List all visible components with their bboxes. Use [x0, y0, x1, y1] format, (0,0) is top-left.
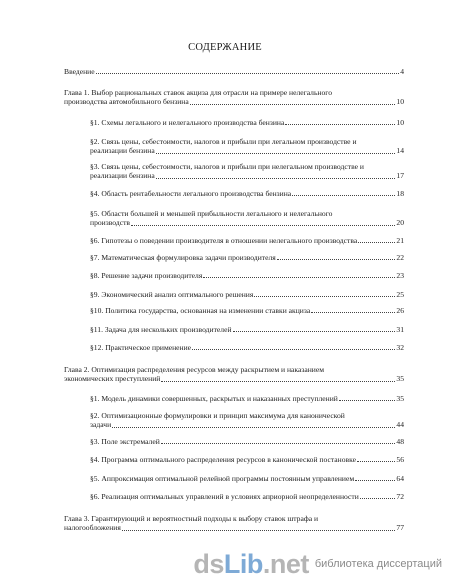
toc-page: 21 — [396, 236, 404, 245]
toc-leader — [112, 427, 395, 428]
dslib-logo-tagline: библиотека диссертаций — [314, 558, 442, 570]
toc-text: Глава 3. Гарантирующий и вероятностный подходы к выбору ставок штрафа и — [64, 514, 319, 523]
toc-leader — [285, 124, 395, 125]
toc-entry-2-5 — [90, 474, 404, 483]
toc-entry-1-8 — [90, 271, 404, 280]
toc-entry-2-6 — [90, 492, 404, 501]
toc-leader — [277, 259, 396, 260]
toc-page: 56 — [396, 455, 404, 464]
toc-entry-2-2 — [90, 411, 404, 430]
toc-entry-1-12 — [90, 343, 404, 352]
toc-page: 31 — [396, 325, 404, 334]
toc-page: 22 — [396, 253, 404, 262]
toc-text: Глава 1. Выбор рациональных ставок акциза для отрасли на примере нелегального — [64, 88, 333, 97]
toc-entry-intro — [64, 67, 404, 76]
toc-page: 20 — [396, 218, 404, 228]
toc-text: §2. Связь цены, себестоимости, налогов и прибыли при легальном производстве и — [90, 137, 357, 146]
toc-page: 17 — [396, 171, 404, 181]
toc-text: §10. Политика государства, основанная на изменении ставки акциза — [90, 306, 311, 315]
toc-text-cont: задачи — [90, 420, 112, 430]
dslib-logo-mark: dsLib.net — [193, 549, 309, 579]
toc-leader — [192, 349, 395, 350]
toc-entry-1-9 — [90, 290, 404, 299]
toc-text: §8. Решение задачи производителя — [90, 271, 203, 280]
toc-page: 25 — [396, 290, 404, 299]
toc-entry-chapter-3 — [64, 514, 404, 533]
toc-leader — [360, 498, 396, 499]
toc-text: Глава 2. Оптимизация распределения ресурсов между раскрытием и наказанием — [64, 365, 325, 374]
toc-text: §4. Программа оптимального распределения ресурсов в канонической постановке — [90, 455, 356, 464]
toc-entry-1-7 — [90, 253, 404, 262]
toc-page: 77 — [396, 523, 404, 533]
toc-leader — [161, 443, 396, 444]
toc-entry-2-4 — [90, 455, 404, 464]
toc-entry-1-2 — [90, 137, 404, 156]
toc-text: §6. Гипотезы о поведении производителя в отношении нелегального производства — [90, 236, 358, 245]
toc-leader — [122, 530, 396, 531]
toc-leader — [292, 195, 395, 196]
toc-leader — [156, 153, 396, 154]
toc-leader — [161, 381, 395, 382]
toc-text-cont: экономических преступлений — [64, 374, 161, 384]
toc-entry-1-4 — [90, 189, 404, 198]
toc-page: 23 — [396, 271, 404, 280]
toc-page: 35 — [396, 374, 404, 384]
toc-page: 26 — [396, 306, 404, 315]
toc-entry-1-6 — [90, 236, 404, 245]
toc-leader — [339, 400, 396, 401]
toc-text: Введение — [64, 67, 95, 76]
toc-text-cont: производства автомобильного бензина — [64, 97, 189, 107]
toc-leader — [131, 225, 395, 226]
toc-text: §4. Область рентабельности легального производства бензина — [90, 189, 292, 198]
toc-page: 14 — [396, 146, 404, 156]
toc-text-cont: производств — [90, 218, 130, 228]
toc-text: §5. Области большей и меньшей прибыльности легального и нелегального — [90, 209, 333, 218]
toc-page: 72 — [396, 492, 404, 501]
toc-leader — [357, 461, 395, 462]
toc-text: §3. Связь цены, себестоимости, налогов и прибыли при нелегальном производстве и — [90, 162, 364, 171]
toc-entry-1-11 — [90, 325, 404, 334]
toc-entry-chapter-1 — [64, 88, 404, 107]
dslib-watermark-logo — [193, 550, 442, 578]
toc-entry-1-10 — [90, 306, 404, 315]
toc-page: 10 — [396, 118, 404, 127]
toc-text: §5. Аппроксимация оптимальной релейной программы постоянным управлением — [90, 474, 355, 483]
toc-text: §1. Модель динамики совершенных, раскрытых и наказанных преступлений — [90, 394, 338, 403]
toc-page: 4 — [400, 67, 404, 76]
toc-entry-chapter-2 — [64, 365, 404, 384]
toc-page: 10 — [396, 97, 404, 107]
toc-text-cont: реализации бензина — [90, 171, 155, 181]
toc-entry-2-1 — [90, 394, 404, 403]
toc-text: §3. Поле экстремалей — [90, 437, 160, 446]
toc-leader — [311, 312, 395, 313]
toc-page: 44 — [396, 420, 404, 430]
toc-text: §9. Экономический анализ оптимального решения — [90, 290, 254, 299]
toc-text-cont: налогообложения — [64, 523, 121, 533]
toc-text: §6. Реализация оптимальных управлений в условиях априорной неопределенности — [90, 492, 359, 501]
toc-text-cont: реализации бензина — [90, 146, 155, 156]
toc-leader — [156, 178, 396, 179]
toc-text: §12. Практическое применение — [90, 343, 192, 352]
toc-leader — [254, 296, 395, 297]
toc-page: 18 — [396, 189, 404, 198]
toc-text: §1. Схемы легального и нелегального производства бензина — [90, 118, 285, 127]
toc-page: 48 — [396, 437, 404, 446]
toc-leader — [233, 331, 396, 332]
toc-leader — [96, 73, 400, 74]
toc-entry-1-1 — [90, 118, 404, 127]
toc-text: §7. Математическая формулировка задачи производителя — [90, 253, 276, 262]
toc-page: 35 — [396, 394, 404, 403]
toc-page: 64 — [396, 474, 404, 483]
toc-leader — [190, 104, 396, 105]
toc-leader — [358, 242, 395, 243]
toc-leader — [203, 277, 395, 278]
toc-entry-1-3 — [90, 162, 404, 181]
toc-entry-1-5 — [90, 209, 404, 228]
toc-leader — [355, 480, 395, 481]
toc-text: §2. Оптимизационные формулировки и принцип максимума для канонической — [90, 411, 345, 420]
page-title: СОДЕРЖАНИЕ — [188, 42, 262, 53]
toc-entry-2-3 — [90, 437, 404, 446]
toc-text: §11. Задача для нескольких производителей — [90, 325, 232, 334]
toc-page: 32 — [396, 343, 404, 352]
